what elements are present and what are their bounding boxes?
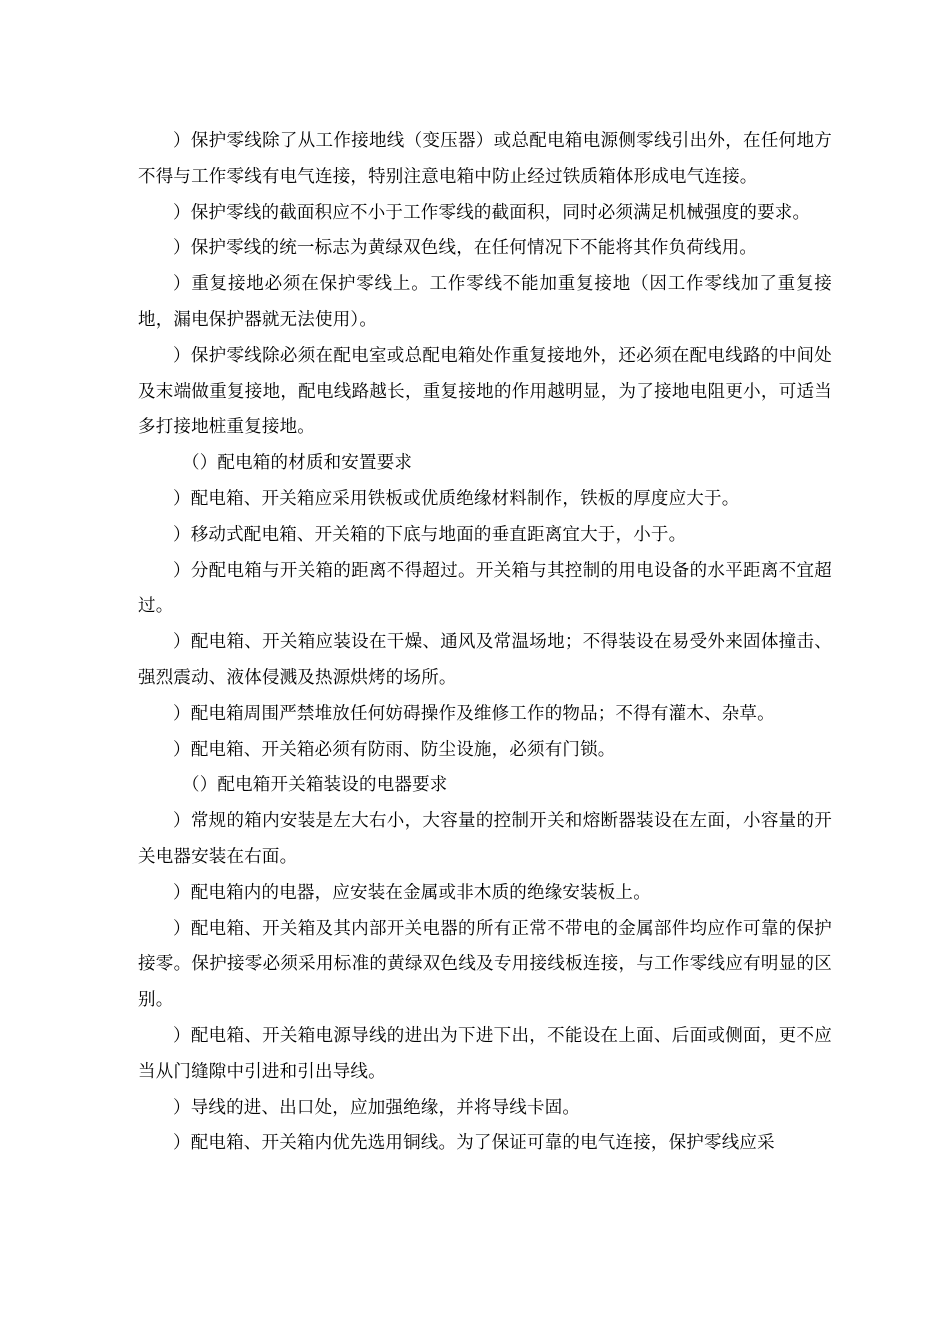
paragraph-5: ）保护零线除必须在配电室或总配电箱处作重复接地外，还必须在配电线路的中间处及末端做重复接地，配电线路越长，重复接地的作用越明显，为了接地电阻更小，可适当多打接地桩重复接地。 [138,345,832,438]
paragraph-16: ）配电箱、开关箱及其内部开关电器的所有正常不带电的金属部件均应作可靠的保护接零。保护接零必须采用标准的黄绿双色线及专用接线板连接，与工作零线应有明显的区别。 [138,918,832,1011]
paragraph-10: ）配电箱、开关箱应装设在干燥、通风及常温场地；不得装设在易受外来固体撞击、强烈震动、液体侵溅及热源烘烤的场所。 [138,632,832,688]
paragraph-9: ）分配电箱与开关箱的距离不得超过。开关箱与其控制的用电设备的水平距离不宜超过。 [138,560,832,617]
paragraph-4: ）重复接地必须在保护零线上。工作零线不能加重复接地（因工作零线加了重复接地，漏电保护器就无法使用）。 [138,274,832,330]
paragraph-14: ）常规的箱内安装是左大右小，大容量的控制开关和熔断器装设在左面，小容量的开关电器安装在右面。 [138,811,832,867]
paragraph-18: ）导线的进、出口处，应加强绝缘，并将导线卡固。 [173,1097,581,1118]
paragraph-17: ）配电箱、开关箱电源导线的进出为下进下出，不能设在上面、后面或侧面，更不应当从门缝隙中引进和引出导线。 [138,1025,832,1082]
paragraph-1: ）保护零线除了从工作接地线（变压器）或总配电箱电源侧零线引出外，在任何地方不得与工作零线有电气连接，特别注意电箱中防止经过铁质箱体形成电气连接。 [138,131,832,187]
paragraph-2: ）保护零线的截面积应不小于工作零线的截面积，同时必须满足机械强度的要求。 [173,202,811,223]
paragraph-12: ）配电箱、开关箱必须有防雨、防尘设施，必须有门锁。 [173,739,616,760]
paragraph-19: ）配电箱、开关箱内优先选用铜线。为了保证可靠的电气连接，保护零线应采 [173,1133,775,1154]
paragraph-3: ）保护零线的统一标志为黄绿双色线，在任何情况下不能将其作负荷线用。 [173,238,758,259]
paragraph-11: ）配电箱周围严禁堆放任何妨碍操作及维修工作的物品；不得有灌木、杂草。 [173,703,775,724]
paragraph-15: ）配电箱内的电器，应安装在金属或非木质的绝缘安装板上。 [173,882,651,903]
paragraph-8: ）移动式配电箱、开关箱的下底与地面的垂直距离宜大于，小于。 [173,524,687,545]
paragraph-7: ）配电箱、开关箱应采用铁板或优质绝缘材料制作，铁板的厚度应大于。 [173,488,740,509]
section-heading-material: （）配电箱的材质和安置要求 [182,453,413,474]
document-body [138,124,832,1162]
section-heading-electrical: （）配电箱开关箱装设的电器要求 [182,775,448,796]
